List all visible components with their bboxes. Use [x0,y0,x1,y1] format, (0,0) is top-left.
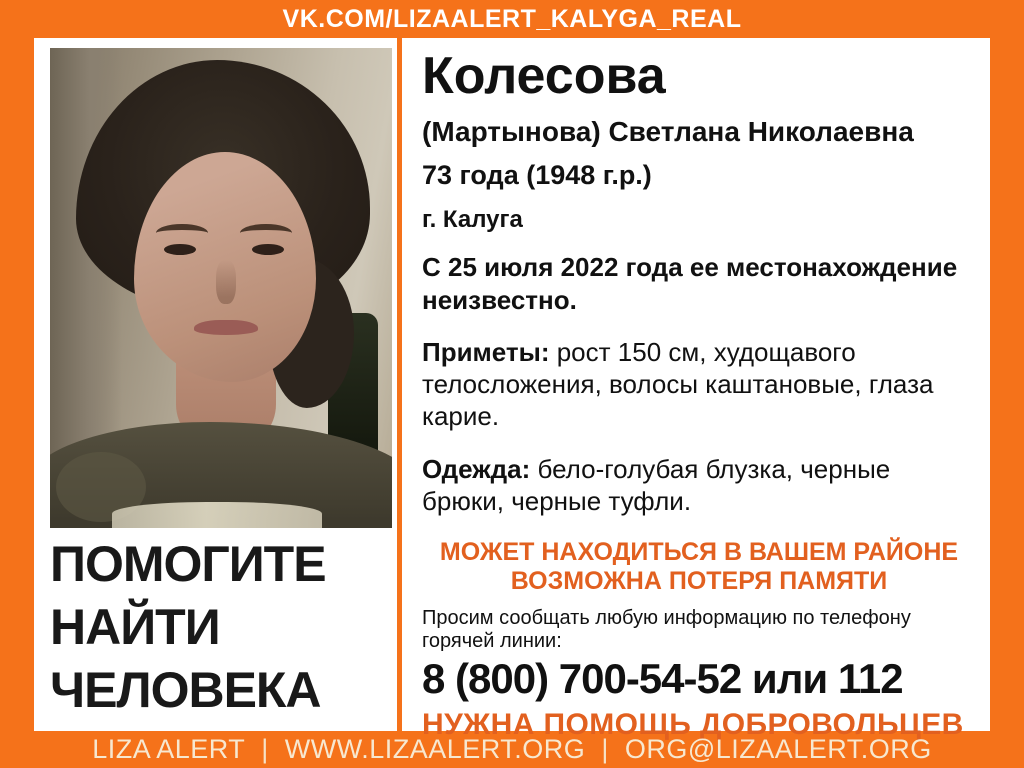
footer-email: ORG@LIZAALERT.ORG [624,734,932,764]
clothes-value: бело-голубая блузка, черные брюки, черные туфли. [422,454,891,516]
footer-org: LIZA ALERT [92,734,246,764]
person-surname: Колесова [422,47,666,105]
person-fullname: (Мартынова) Светлана Николаевна [422,116,914,147]
person-city: г. Калуга [422,206,523,233]
person-age: 73 года (1948 г.р.) [422,160,652,190]
vk-url-text: VK.COM/LIZAALERT_KALYGA_REAL [282,4,742,33]
hotline-phone: 8 (800) 700-54-52 или 112 [422,655,903,702]
volunteers-call: НУЖНА ПОМОЩЬ ДОБРОВОЛЬЦЕВ [422,708,964,741]
hotline-block [422,538,976,742]
slogan-line: ПОМОГИТЕ [50,536,326,592]
help-find-slogan [50,533,392,722]
footer-separator: | [261,734,269,764]
hotline-note: Просим сообщать любую информацию по телефону горячей линии: [422,607,911,652]
alert-memory-line: ВОЗМОЖНА ПОТЕРЯ ПАМЯТИ [510,567,888,595]
photo-right-eyebrow-shape [240,224,292,242]
alert-region-line: МОЖЕТ НАХОДИТЬСЯ В ВАШЕМ РАЙОНЕ [439,538,959,566]
signs-label: Приметы: [422,337,550,367]
header-bar [0,0,1024,38]
photo-lips-shape [194,320,258,335]
footer-bar [0,731,1024,768]
missing-since-text [422,251,976,317]
missing-since-line: неизвестно. [422,285,577,315]
slogan-line: ЧЕЛОВЕКА [50,662,321,718]
details-column [402,38,990,741]
photo-column [34,38,394,731]
clothes-text [422,453,976,517]
signs-value: рост 150 см, худощавого телосложения, волосы каштановые, глаза карие. [422,337,934,431]
footer-separator: | [601,734,609,764]
photo-left-eyebrow-shape [156,224,208,242]
photo-left-eye-shape [164,244,196,255]
photo-nose-shape [216,260,236,304]
signs-text [422,336,976,432]
slogan-line: НАЙТИ [50,599,220,655]
poster-card [34,38,990,741]
footer-site: WWW.LIZAALERT.ORG [284,734,586,764]
photo-right-eye-shape [252,244,284,255]
photo-glint-shape [112,502,322,528]
missing-person-photo [50,48,392,528]
missing-since-line: С 25 июля 2022 года ее местонахождение [422,252,958,282]
clothes-label: Одежда: [422,454,531,484]
